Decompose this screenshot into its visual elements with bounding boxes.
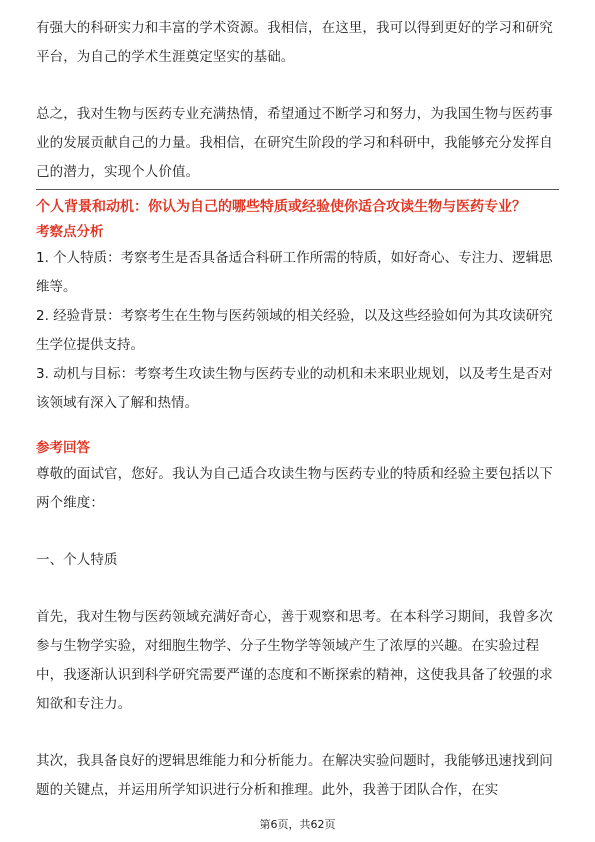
page-number: 第6页，共62页 [259,818,336,831]
answer-label: 参考回答 [36,440,90,456]
analysis-item-1: 1. 个人特质：考察考生是否具备适合科研工作所需的特质，如好奇心、专注力、逻辑思维等。 [36,250,553,295]
section-divider [36,189,559,190]
answer-subheading: 一、个人特质 [36,552,118,568]
document-page [36,14,559,805]
analysis-item-3: 3. 动机与目标：考察考生攻读生物与医药专业的动机和未来职业规划，以及考生是否对该领域有深入了解和热情。 [36,366,553,411]
analysis-label: 考察点分析 [36,224,104,240]
answer-paragraph-2: 其次，我具备良好的逻辑思维能力和分析能力。在解决实验问题时，我能够迅速找到问题的关键点，并运用所学知识进行分析和推理。此外，我善于团队合作，在实 [36,753,553,798]
question-title: 个人背景和动机：你认为自己的哪些特质或经验使你适合攻读生物与医药专业？ [36,199,526,215]
intro-paragraph-2: 总之，我对生物与医药专业充满热情，希望通过不断学习和努力，为我国生物与医药事业的发展贡献自己的力量。我相信，在研究生阶段的学习和科研中，我能够充分发挥自己的潜力，实现个人价值。 [36,106,553,180]
answer-opening: 尊敬的面试官，您好。我认为自己适合攻读生物与医药专业的特质和经验主要包括以下两个维度： [36,466,553,511]
analysis-item-2: 2. 经验背景：考察考生在生物与医药领域的相关经验，以及这些经验如何为其攻读研究生学位提供支持。 [36,308,553,353]
intro-paragraph-1: 有强大的科研实力和丰富的学术资源。我相信，在这里，我可以得到更好的学习和研究平台，为自己的学术生涯奠定坚实的基础。 [36,20,553,65]
answer-paragraph-1: 首先，我对生物与医药领域充满好奇心，善于观察和思考。在本科学习期间，我曾多次参与生物学实验，对细胞生物学、分子生物学等领域产生了浓厚的兴趣。在实验过程中，我逐渐认识到科学研究需要严谨的态度和不断探索的精神，这使我具备了较强的求知欲和专注力。 [36,609,553,712]
